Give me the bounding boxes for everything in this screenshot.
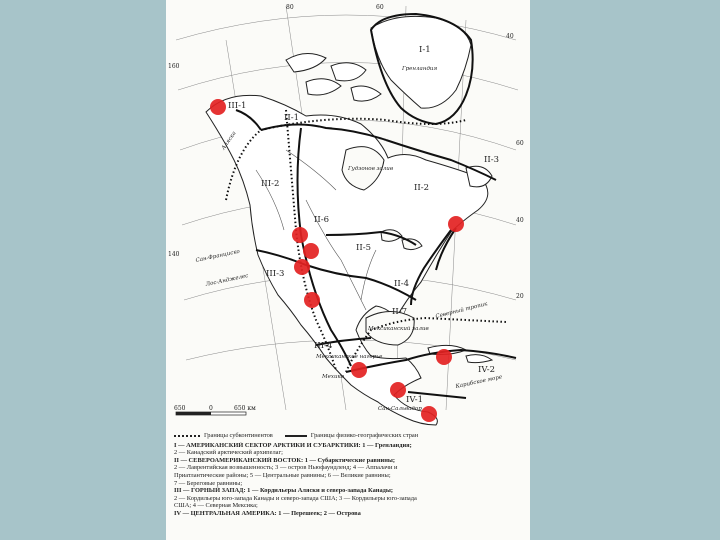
scale-right: 650 км xyxy=(234,405,256,412)
legend-item: III — ГОРНЫЙ ЗАПАД: 1 — Кордильеры Аляски и северо-запада Канады; xyxy=(174,487,394,495)
place-label-mexican-plateau: Мексиканское нагорье xyxy=(316,354,383,360)
north-america-outline xyxy=(206,95,488,425)
place-label-mexico-city: Мехико xyxy=(322,374,345,380)
place-label-caribbean-sea: Карибское море xyxy=(455,374,503,390)
solid-line-icon xyxy=(285,435,307,437)
scale-zero: 0 xyxy=(209,405,213,412)
lon-tick-80: 80 xyxy=(286,4,294,11)
red-marker xyxy=(421,406,437,422)
legend-item: IV — ЦЕНТРАЛЬНАЯ АМЕРИКА: 1 — Перешеек; 2 — Острова xyxy=(174,509,361,517)
red-marker xyxy=(448,216,464,232)
region-label-III-4: III-4 xyxy=(314,341,333,351)
arctic-island xyxy=(286,53,326,72)
arctic-island xyxy=(306,79,341,95)
arctic-island xyxy=(351,86,381,101)
red-marker xyxy=(436,349,452,365)
red-marker xyxy=(351,362,367,378)
legend-item: II — СЕВЕРОАМЕРИКАНСКИЙ ВОСТОК: 1 — Субарктические равнины; xyxy=(174,456,396,464)
legend-item: США; 4 — Северная Мексика; xyxy=(174,502,258,510)
place-label-greenland: Гренландия xyxy=(402,66,438,72)
region-label-IV-1: IV-1 xyxy=(406,395,423,405)
place-label-hudson-bay: Гудзонов залив xyxy=(348,166,394,172)
legend-item: I — АМЕРИКАНСКИЙ СЕКТОР АРКТИКИ И СУБАРКТИКИ: 1 — Гренландия; xyxy=(174,441,412,449)
red-marker xyxy=(390,382,406,398)
scale-bar xyxy=(174,405,256,415)
legend-item: Приатлантические районы; 5 — Центральные равнины; 6 — Великие равнины; xyxy=(174,471,391,479)
region-label-II-5: II-5 xyxy=(356,243,371,253)
red-marker xyxy=(294,259,310,275)
legend-item: 2 — Лаврентийская возвышенность; 3 — остров Ньюфаундленд; 4 — Аппалачи и xyxy=(174,464,398,472)
region-label-II-1: II-1 xyxy=(284,113,299,123)
region-label-II-7: II-7 xyxy=(392,307,407,317)
legend-item: 7 — Береговые равнины; xyxy=(174,479,243,487)
legend-item: 2 — Кордильеры юго-запада Канады и северо-запада США; 3 — Кордильеры юго-запада xyxy=(174,494,417,502)
legend-item: 2 — Канадский арктический архипелаг; xyxy=(174,449,283,457)
lat-tick-40: 40 xyxy=(516,217,524,224)
region-label-IV-2: IV-2 xyxy=(478,365,495,375)
island-outline xyxy=(466,355,492,363)
red-marker xyxy=(292,227,308,243)
lat-tick-60: 60 xyxy=(516,140,524,147)
region-label-II-6: II-6 xyxy=(314,215,329,225)
place-label-los-angeles: Лос-Анджелес xyxy=(205,273,249,288)
place-label-gulf-of-mexico: Мексиканский залив xyxy=(368,326,429,332)
dotted-line-icon xyxy=(174,435,200,437)
legend-key xyxy=(174,432,524,440)
map-page xyxy=(166,0,530,540)
legend xyxy=(174,432,524,518)
place-label-tropic: Северный тропик xyxy=(435,301,489,320)
greenland-outline xyxy=(371,16,471,108)
red-marker xyxy=(210,99,226,115)
legend-line1: Границы субконтинентов xyxy=(204,432,273,439)
region-label-III-3: III-3 xyxy=(266,269,285,279)
region-label-III-1: III-1 xyxy=(228,101,247,111)
region-label-I-1: I-1 xyxy=(419,45,431,55)
scale-left: 650 xyxy=(174,405,186,412)
legend-line2: Границы физико-географических стран xyxy=(310,432,419,439)
red-marker xyxy=(304,292,320,308)
red-marker xyxy=(303,243,319,259)
lon-tick-40: 40 xyxy=(506,33,514,40)
region-label-II-3: II-3 xyxy=(484,155,499,165)
place-label-san-salvador: Сан-Сальвадор xyxy=(378,406,422,412)
lat-tick-20: 20 xyxy=(516,293,524,300)
lon-tick-160: 160 xyxy=(168,63,180,70)
lon-tick-140: 140 xyxy=(168,251,180,258)
region-label-II-2: II-2 xyxy=(414,183,429,193)
region-label-II-4: II-4 xyxy=(394,279,409,289)
lon-tick-60: 60 xyxy=(376,4,384,11)
place-label-alaska: Аляска xyxy=(220,130,238,152)
arctic-island xyxy=(331,63,366,81)
region-label-III-2: III-2 xyxy=(261,179,280,189)
place-label-san-francisco: Сан-Франциско xyxy=(195,248,241,264)
